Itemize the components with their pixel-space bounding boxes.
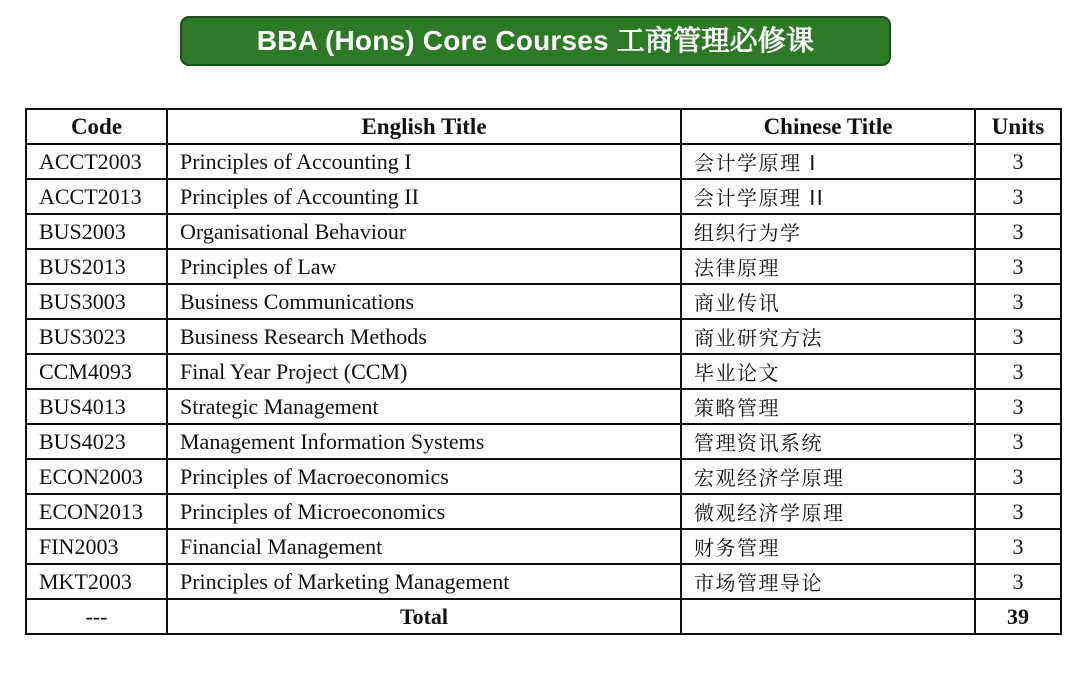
header-chinese-title: Chinese Title <box>681 109 975 144</box>
table-body <box>26 144 1061 599</box>
course-code-cell: CCM4093 <box>26 354 167 389</box>
total-units: 39 <box>975 599 1061 634</box>
english-title-cell: Business Research Methods <box>167 319 681 354</box>
core-courses-table <box>25 108 1062 635</box>
table-row <box>26 214 1061 249</box>
header-code: Code <box>26 109 167 144</box>
total-code: --- <box>26 599 167 634</box>
chinese-title-cell: 商业传讯 <box>681 284 975 319</box>
page-title: BBA (Hons) Core Courses 工商管理必修课 <box>256 25 815 56</box>
table-row <box>26 494 1061 529</box>
english-title-cell: Principles of Accounting I <box>167 144 681 179</box>
units-cell: 3 <box>975 424 1061 459</box>
english-title-cell: Principles of Accounting II <box>167 179 681 214</box>
units-cell: 3 <box>975 564 1061 599</box>
course-code-cell: BUS4023 <box>26 424 167 459</box>
course-code-cell: BUS3003 <box>26 284 167 319</box>
english-title-cell: Final Year Project (CCM) <box>167 354 681 389</box>
english-title-cell: Business Communications <box>167 284 681 319</box>
header-english-title: English Title <box>167 109 681 144</box>
table-row <box>26 424 1061 459</box>
chinese-title-cell: 会计学原理 II <box>681 179 975 214</box>
chinese-title-cell: 管理资讯系统 <box>681 424 975 459</box>
english-title-cell: Principles of Macroeconomics <box>167 459 681 494</box>
units-cell: 3 <box>975 249 1061 284</box>
table-row <box>26 529 1061 564</box>
units-cell: 3 <box>975 529 1061 564</box>
table-row <box>26 459 1061 494</box>
course-code-cell: BUS2003 <box>26 214 167 249</box>
table-row <box>26 389 1061 424</box>
english-title-cell: Financial Management <box>167 529 681 564</box>
chinese-title-cell: 微观经济学原理 <box>681 494 975 529</box>
table-row <box>26 319 1061 354</box>
course-code-cell: ECON2013 <box>26 494 167 529</box>
units-cell: 3 <box>975 179 1061 214</box>
course-code-cell: BUS2013 <box>26 249 167 284</box>
english-title-cell: Principles of Marketing Management <box>167 564 681 599</box>
english-title-cell: Principles of Microeconomics <box>167 494 681 529</box>
english-title-cell: Strategic Management <box>167 389 681 424</box>
chinese-title-cell: 商业研究方法 <box>681 319 975 354</box>
chinese-title-cell: 会计学原理 I <box>681 144 975 179</box>
page-title-banner <box>180 16 891 66</box>
total-row <box>26 599 1061 634</box>
course-code-cell: FIN2003 <box>26 529 167 564</box>
units-cell: 3 <box>975 354 1061 389</box>
chinese-title-cell: 策略管理 <box>681 389 975 424</box>
chinese-title-cell: 法律原理 <box>681 249 975 284</box>
header-units: Units <box>975 109 1061 144</box>
table-row <box>26 144 1061 179</box>
units-cell: 3 <box>975 494 1061 529</box>
table-row <box>26 354 1061 389</box>
table-row <box>26 179 1061 214</box>
english-title-cell: Principles of Law <box>167 249 681 284</box>
units-cell: 3 <box>975 319 1061 354</box>
chinese-title-cell: 组织行为学 <box>681 214 975 249</box>
chinese-title-cell: 财务管理 <box>681 529 975 564</box>
chinese-title-cell: 宏观经济学原理 <box>681 459 975 494</box>
english-title-cell: Management Information Systems <box>167 424 681 459</box>
total-chinese <box>681 599 975 634</box>
course-code-cell: ECON2003 <box>26 459 167 494</box>
units-cell: 3 <box>975 214 1061 249</box>
course-code-cell: BUS3023 <box>26 319 167 354</box>
course-code-cell: ACCT2013 <box>26 179 167 214</box>
header-row <box>26 109 1061 144</box>
english-title-cell: Organisational Behaviour <box>167 214 681 249</box>
course-code-cell: MKT2003 <box>26 564 167 599</box>
table-row <box>26 284 1061 319</box>
table-row <box>26 564 1061 599</box>
course-code-cell: ACCT2003 <box>26 144 167 179</box>
units-cell: 3 <box>975 144 1061 179</box>
units-cell: 3 <box>975 284 1061 319</box>
table-row <box>26 249 1061 284</box>
course-code-cell: BUS4013 <box>26 389 167 424</box>
chinese-title-cell: 市场管理导论 <box>681 564 975 599</box>
units-cell: 3 <box>975 389 1061 424</box>
chinese-title-cell: 毕业论文 <box>681 354 975 389</box>
units-cell: 3 <box>975 459 1061 494</box>
total-label: Total <box>167 599 681 634</box>
table-footer <box>26 599 1061 634</box>
table-header <box>26 109 1061 144</box>
